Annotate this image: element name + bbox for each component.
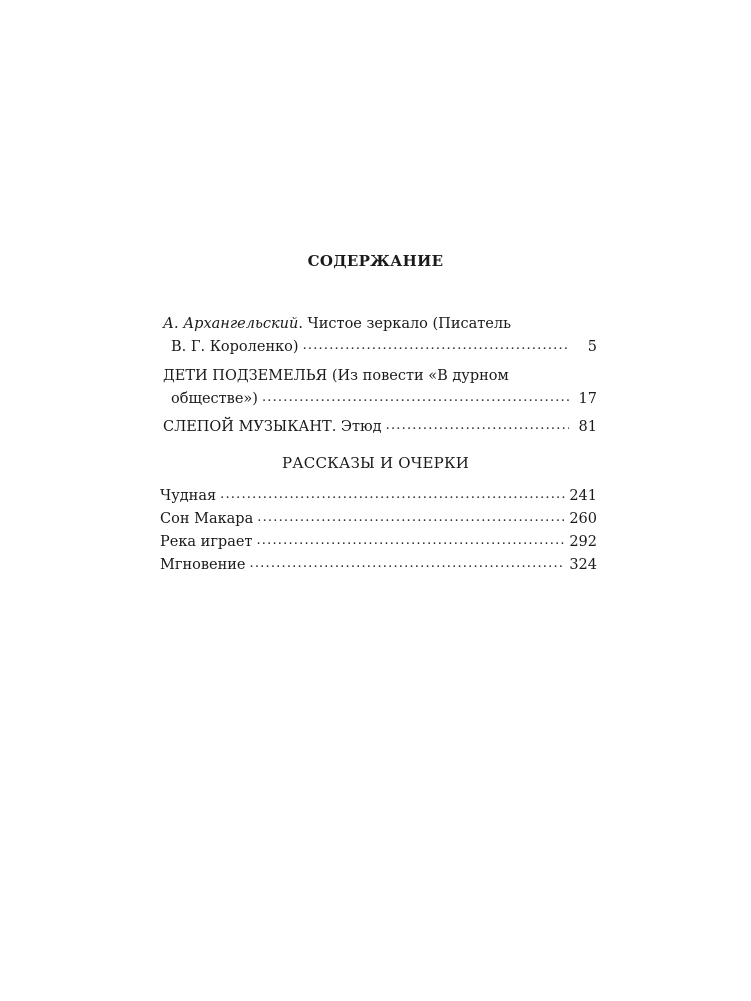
- toc-page-number: 324: [569, 556, 597, 573]
- toc-entry-line: [163, 335, 597, 358]
- toc-entry-introduction[interactable]: [163, 313, 597, 358]
- section-heading: РАССКАЗЫ И ОЧЕРКИ: [281, 454, 470, 472]
- toc-entry-line: [163, 387, 597, 410]
- toc-story-item[interactable]: [160, 507, 597, 530]
- toc-story-item[interactable]: [160, 484, 597, 507]
- toc-entry-title: . Чистое зеркало (Писатель: [298, 316, 511, 332]
- toc-page-number: 241: [569, 487, 597, 504]
- toc-entry-title-continued: В. Г. Короленко): [171, 338, 299, 355]
- dot-leader: [257, 507, 565, 523]
- dot-leader: [220, 484, 565, 500]
- toc-story-title: Чудная: [160, 487, 217, 504]
- toc-entry-title-continued: обществе»): [171, 390, 258, 407]
- toc-story-item[interactable]: [160, 530, 597, 553]
- toc-entry-blind-musician[interactable]: [163, 415, 597, 438]
- dot-leader: [303, 335, 569, 351]
- toc-story-title: Сон Макара: [160, 510, 254, 527]
- dot-leader: [262, 387, 569, 403]
- toc-entry-line: [163, 365, 597, 387]
- toc-page-number: 17: [578, 390, 597, 407]
- toc-entry-title: СЛЕПОЙ МУЗЫКАНТ. Этюд: [163, 418, 382, 435]
- toc-entry-author: А. Архангельский: [163, 316, 299, 332]
- toc-story-title: Мгновение: [160, 556, 246, 573]
- toc-entry-line: [163, 415, 597, 438]
- toc-entry-children-underground[interactable]: [163, 365, 597, 410]
- dot-leader: [386, 415, 569, 431]
- toc-page-number: 260: [569, 510, 597, 527]
- page-title: СОДЕРЖАНИЕ: [307, 252, 444, 270]
- story-list: [160, 484, 597, 576]
- toc-entry-line: [163, 313, 597, 335]
- toc-page-number: 5: [587, 338, 597, 355]
- toc-page-number: 292: [569, 533, 597, 550]
- toc-entry-title: ДЕТИ ПОДЗЕМЕЛЬЯ (Из повести «В дурном: [163, 368, 509, 384]
- toc-story-item[interactable]: [160, 553, 597, 576]
- toc-page-number: 81: [578, 418, 597, 435]
- dot-leader: [256, 530, 565, 546]
- dot-leader: [250, 553, 566, 569]
- toc-story-title: Река играет: [160, 533, 253, 550]
